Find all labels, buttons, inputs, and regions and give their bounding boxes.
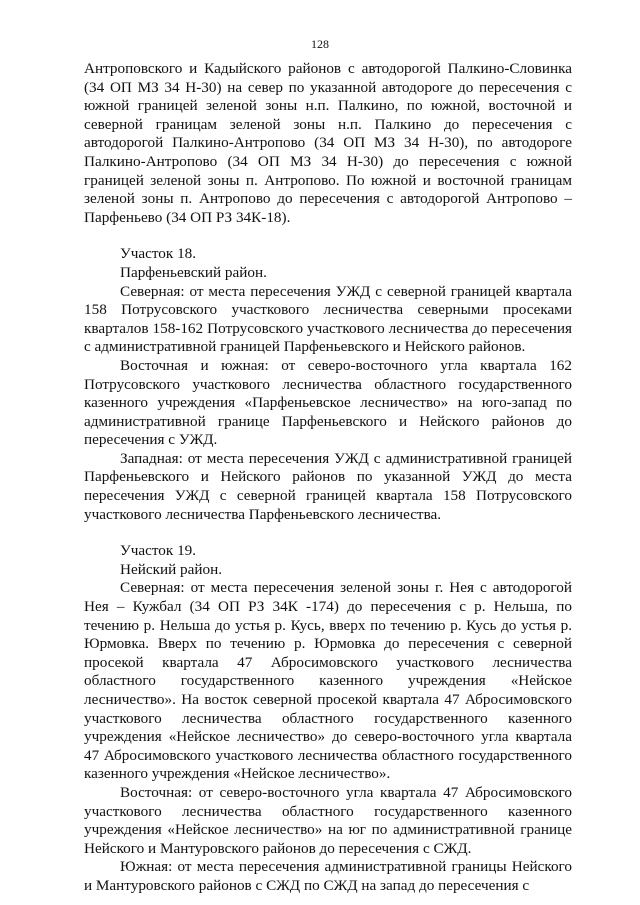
section-18-north-boundary: Северная: от места пересечения УЖД с северной границей квартала 158 Потрусовского участкового лесничества северными просеками кварталов 158-162 Потрусовского участкового лесничества до пересечения с административной границей Парфеньевского и Нейского районов. [84,282,572,356]
intro-paragraph: Антроповского и Кадыйского районов с автодорогой Палкино-Словинка (34 ОП МЗ 34 Н-30) на север по указанной автодороге до пересечения с южной границей зеленой зоны н.п. Палкино, по южной, восточной и северной границам зеленой зоны н.п. Палкино до пересечения с автодорогой Палкино-Антропово (34 ОП МЗ 34 Н-30), по автодороге Палкино-Антропово (34 ОП МЗ 34 Н-30) до пересечения с южной границей зеленой зоны п. Антропово. По южной и восточной границам зеленой зоны п. Антропово до пересечения с автодорогой Антропово – Парфеньево (34 ОП РЗ 34К-18). [84,60,572,226]
section-19-south-boundary: Южная: от места пересечения административной границы Нейского и Мантуровского районов с СЖД по СЖД на запад до пересечения с [84,858,572,894]
section-18-district: Парфеньевский район. [120,263,267,281]
section-19-north-boundary: Северная: от места пересечения зеленой зоны г. Нея с автодорогой Нея – Кужбал (34 ОП РЗ 34К -174) до пересечения с р. Нельша, по течению р. Нельша до устья р. Кусь, вверх по течению р. Кусь до устья р. Юрмовка. Вверх по течению р. Юрмовка до пересечения с северной просекой квартала 47 Абросимовского участкового лесничества областного государственного казенного учреждения «Нейское лесничество». На восток северной просекой квартала 47 Абросимовского участкового лесничества областного государственного казенного учреждения «Нейское лесничество» до северо-восточного угла квартала 47 Абросимовского участкового лесничества областного государственного казенного учреждения «Нейское лесничество». [84,579,572,783]
page-number: 128 [311,37,329,51]
section-19-east-boundary: Восточная: от северо-восточного угла квартала 47 Абросимовского участкового лесничества областного государственного казенного учреждения «Нейское лесничество» на юг по административной границе Нейского и Мантуровского районов до пересечения с СЖД. [84,783,572,857]
section-18-east-south-boundary: Восточная и южная: от северо-восточного угла квартала 162 Потрусовского участкового лесничества областного государственного казенного учреждения «Парфеньевское лесничество» на юго-запад по административной границе Парфеньевского и Нейского районов до пересечения с УЖД. [84,356,572,449]
section-18-west-boundary: Западная: от места пересечения УЖД с административной границей Парфеньевского и Нейского районов по указанной УЖД до места пересечения УЖД с северной границей квартала 158 Потрусовского участкового лесничества Парфеньевского лесничества. [84,449,572,523]
section-19-district: Нейский район. [120,560,222,578]
paragraph-gap [84,227,572,245]
document-body [84,60,572,896]
section-19-title: Участок 19. [120,542,197,560]
section-18-title: Участок 18. [120,245,197,263]
paragraph-gap [84,524,572,542]
